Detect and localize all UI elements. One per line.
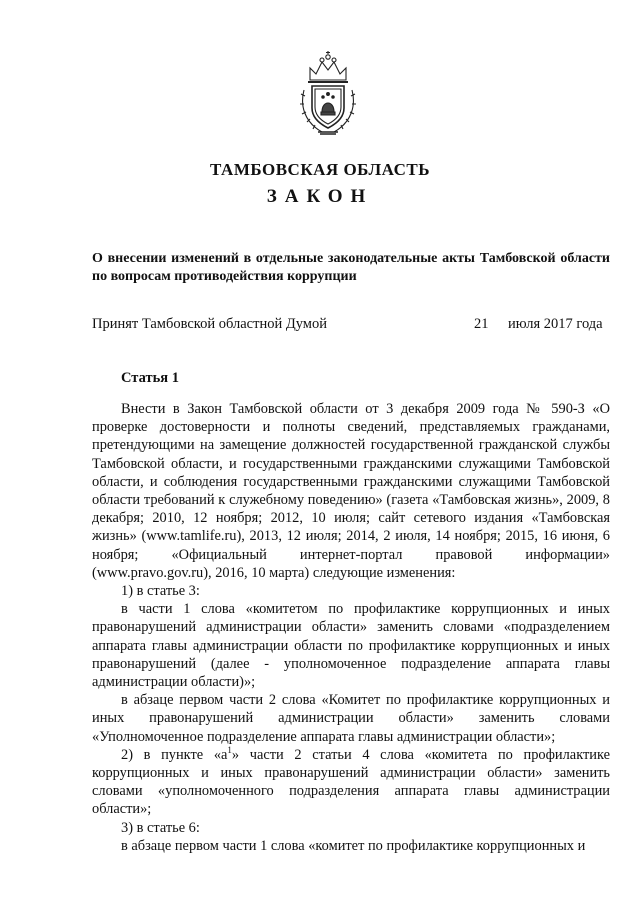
adoption-day: 21 (474, 316, 489, 332)
superscript: 1 (227, 745, 232, 756)
paragraph: в абзаце первом части 1 слова «комитет по профилактике коррупционных и (121, 837, 586, 854)
article-heading: Статья 1 (121, 370, 179, 386)
document-type: ЗАКОН (266, 186, 374, 207)
paragraph: 3) в статье 6: (121, 819, 200, 836)
tambov-coat-of-arms-icon (298, 50, 358, 138)
paragraph (92, 746, 610, 819)
adoption-month-year: июля 2017 года (508, 316, 603, 332)
item2-before: 2) в пункте «а (121, 746, 228, 763)
item2-after: » части 2 статьи 4 слова «комитета по профилактике коррупционных и иных правонарушений администрации области» заменить словами «уполномоченного подразделения аппарата главы администрации области»; (92, 746, 611, 818)
law-title: О внесении изменений в отдельные законодательные акты Тамбовской области по вопросам противодействия коррупции (92, 251, 610, 284)
paragraph: 1) в статье 3: (121, 583, 200, 600)
region-name: ТАМБОВСКАЯ ОБЛАСТЬ (210, 160, 430, 179)
adoption-label: Принят Тамбовской областной Думой (92, 316, 327, 332)
article-body (92, 400, 610, 855)
paragraph: в абзаце первом части 2 слова «Комитет по профилактике коррупционных и иных правонарушений администрации области» заменить словами «Уполномоченное подразделение аппарата главы администрации области»; (92, 692, 610, 745)
paragraph: в части 1 слова «комитетом по профилактике коррупционных и иных правонарушений администрации области» заменить словами «подразделением аппарата главы администрации области по профилактике коррупционных и иных правонарушений (далее - уполномоченное подразделение аппарата главы администрации области)»; (92, 601, 610, 691)
paragraph: Внести в Закон Тамбовской области от 3 декабря 2009 года № 590-З «О проверке достоверности и полноты сведений, представляемых гражданами, претендующими на замещение должностей государственной гражданской службы Тамбовской области, и государственными гражданскими служащими Тамбовской области, и соблюдения государственными гражданскими служащими Тамбовской области требований к служебному поведению» (газета «Тамбовская жизнь», 2009, 8 декабря; 2010, 12 ноября; 2012, 10 июля; сайт сетевого издания «Тамбовская жизнь» (www.tamlife.ru), 2013, 12 июля; 2014, 2 июля, 14 ноября; 2015, 16 июня, 6 ноября; «Официальный интернет-портал правовой информации» (www.pravo.gov.ru), 2016, 10 марта) следующие изменения: (92, 401, 610, 581)
